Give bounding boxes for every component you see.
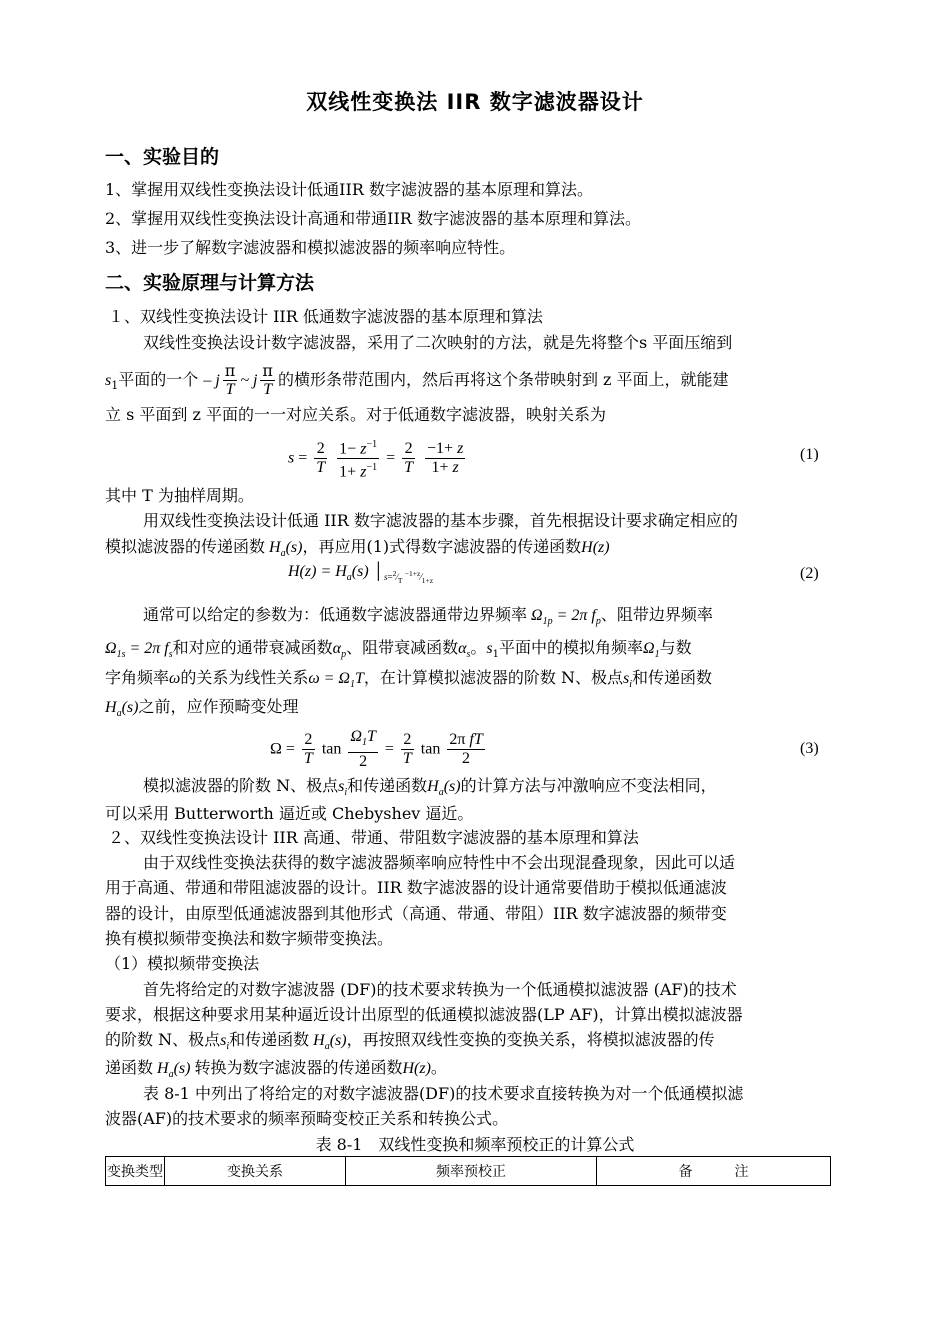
paragraph-line: 换有模拟频带变换法和数字频带变换法。 [105, 929, 394, 948]
subsection-heading: １、双线性变换法设计 IIR 低通数字滤波器的基本原理和算法 [108, 307, 543, 326]
paragraph-line: 的阶数 N、极点$s_i$和传递函数 $H_a(s)$，再按照双线性变换的变换关系，将模拟滤波器的传 [105, 1030, 715, 1053]
equation-1: s = $\frac{2}{T}$ $\frac{1- z^{-1}}{1+ z^{-1}}$ = $\frac{2}{T}$ $\frac{-1+ z}{1+ z}$ [288, 436, 468, 482]
objective-item: 2、掌握用双线性变换法设计高通和带通IIR 数字滤波器的基本原理和算法。 [105, 209, 641, 228]
paragraph-line: 双线性变换法设计数字滤波器，采用了二次映射的方法，就是先将整个s 平面压缩到 [143, 333, 733, 352]
equation-number: (2) [800, 565, 819, 582]
paragraph-line: 器的设计，由原型低通滤波器到其他形式（高通、带通、带阻）IIR 数字滤波器的频带变 [105, 904, 727, 923]
table-header-row [106, 1157, 831, 1186]
paragraph-line: 字角频率ω的关系为线性关系$\omega = \Omega_1T$，在计算模拟滤波器的阶数 N、极点$s_i$和传递函数 [105, 668, 713, 691]
page-title: 双线性变换法 IIR 数字滤波器设计 [306, 90, 644, 114]
subsection-heading: ２、双线性变换法设计 IIR 高通、带通、带阻数字滤波器的基本原理和算法 [108, 828, 639, 847]
section-heading-principle: 二、实验原理与计算方法 [105, 272, 315, 294]
paragraph-line: 用双线性变换法设计低通 IIR 数字滤波器的基本步骤，首先根据设计要求确定相应的 [143, 511, 738, 530]
table-header-cell: 频率预校正 [346, 1157, 597, 1186]
table-header-cell: 变换关系 [165, 1157, 346, 1186]
equation-3: Ω = $\frac{2}{T}$ tan $\frac{\Omega_1T}{2}$ = $\frac{2}{T}$ tan $\frac{\text{2π fT}}{2}$ [270, 728, 483, 771]
equation-number: (1) [800, 446, 819, 463]
table-header-cell: 备 注 [597, 1157, 831, 1186]
paragraph-line: 波器(AF)的技术要求的频率预畸变校正关系和转换公式。 [105, 1109, 509, 1128]
table-header-cell: 变换类型 [106, 1157, 165, 1186]
paragraph-line: 要求，根据这种要求用某种逼近设计出原型的低通模拟滤波器(LP AF)，计算出模拟滤波器 [105, 1005, 743, 1024]
table-caption: 表 8-1 双线性变换和频率预校正的计算公式 [315, 1135, 635, 1154]
paragraph-line: 其中 T 为抽样周期。 [105, 486, 254, 505]
paragraph-line: $\Omega_{1s} = 2\pi$ $f_s$和对应的通带衰减函数$\alpha_p$、阻带衰减函数$\alpha_s$。$s_1$平面中的模拟角频率$\Omega_1$与数 [105, 638, 692, 661]
objective-item: 1、掌握用双线性变换法设计低通IIR 数字滤波器的基本原理和算法。 [105, 180, 593, 199]
paragraph-line: $s_1$平面的一个 – j $\frac{\pi}{T}$ ~ j $\frac{\pi}{T}$ 的横形条带范围内，然后再将这个条带映射到 z 平面上，就能建 [105, 361, 729, 398]
paragraph-line: 首先将给定的对数字滤波器 (DF)的技术要求转换为一个低通模拟滤波器 (AF)的技术 [143, 980, 737, 999]
paragraph-line: 由于双线性变换法获得的数字滤波器频率响应特性中不会出现混叠现象，因此可以适 [143, 853, 736, 872]
paragraph-line: 递函数 $H_a(s)$ 转换为数字滤波器的传递函数H(z)。 [105, 1058, 447, 1081]
equation-number: (3) [800, 740, 819, 757]
section-heading-objective: 一、实验目的 [105, 146, 220, 168]
formula-table [105, 1156, 831, 1186]
paragraph-line: 模拟滤波器的传递函数 $H_a(s)$，再应用(1)式得数字滤波器的传递函数H(z) [105, 537, 610, 560]
subsection-heading: （1）模拟频带变换法 [105, 954, 260, 973]
paragraph-line: 表 8-1 中列出了将给定的对数字滤波器(DF)的技术要求直接转换为对一个低通模拟滤 [143, 1084, 744, 1103]
paragraph-line: 模拟滤波器的阶数 N、极点$s_i$和传递函数$H_a(s)$的计算方法与冲激响应不变法相同， [143, 776, 717, 799]
paragraph-line: 通常可以给定的参数为：低通数字滤波器通带边界频率 $\Omega_{1p} = 2\pi$ $f_p$、阻带边界频率 [143, 605, 713, 628]
paragraph-line: 立 s 平面到 z 平面的一一对应关系。对于低通数字滤波器，映射关系为 [105, 405, 606, 424]
paragraph-line: $H_a(s)$之前，应作预畸变处理 [105, 697, 299, 720]
paragraph-line: 可以采用 Butterworth 逼近或 Chebyshev 逼近。 [105, 804, 474, 823]
paragraph-line: 用于高通、带通和带阻滤波器的设计。IIR 数字滤波器的设计通常要借助于模拟低通滤波 [105, 878, 727, 897]
objective-item: 3、进一步了解数字滤波器和模拟滤波器的频率响应特性。 [105, 238, 516, 257]
equation-2: $H(z) = H_a(s)$ $│_{s=^2⁄_T ^{-1+z}⁄_{1+z}}$ [288, 563, 434, 585]
